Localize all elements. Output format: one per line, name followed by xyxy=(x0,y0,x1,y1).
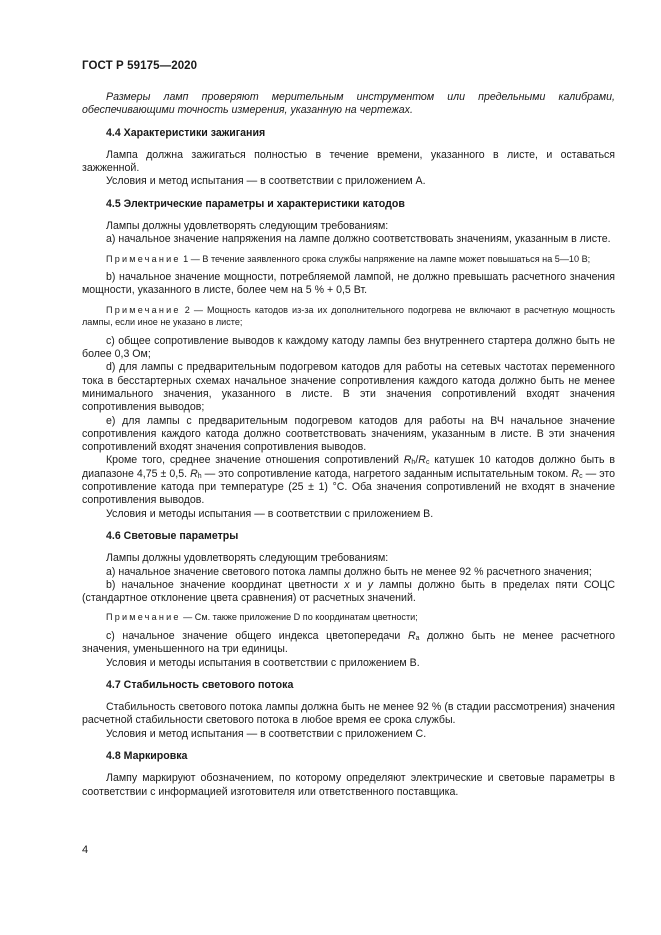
ratio-text-mid: катушек 10 катодов должно быть в диапазоне 4,75 ± 0,5. xyxy=(82,454,615,480)
s45-ratio-paragraph xyxy=(82,454,615,507)
s45-item-a: а) начальное значение напряжения на лампе должно соответствовать значениям, указанным в листе. xyxy=(106,233,611,246)
note-text: 1 — В течение заявленного срока службы напряжение на лампе может повышаться на 5—10 В; xyxy=(183,253,591,264)
intro-paragraph: Размеры ламп проверяют мерительным инструментом или предельными калибрами, обеспечивающими точность измерения, указанную на чертежах. xyxy=(82,91,615,117)
s46-methods: Условия и методы испытания в соответствии с приложением В. xyxy=(106,656,420,669)
note-label: Примечание xyxy=(106,304,181,315)
section-4-8-title: 4.8 Маркировка xyxy=(106,749,188,762)
subscript-h: h xyxy=(411,459,416,467)
s47-paragraph-1: Стабильность светового потока лампы должна быть не менее 92 % (в стадии рассмотрения) значения расчетной стабильности светового потока в любое время ее срока службы. xyxy=(82,701,615,727)
section-4-6-title: 4.6 Световые параметры xyxy=(106,529,239,542)
s45-paragraph-1: Лампы должны удовлетворять следующим требованиям: xyxy=(106,220,389,233)
s45-item-e: е) для лампы с предварительным подогревом катодов для работы на ВЧ начальное значение сопротивления каждого катода должно соответствовать значениям, указанным в листе. В эти значения сопротивлений входят значения сопротивления выводов. xyxy=(82,414,615,454)
ratio-text-end: — это сопротивление катода при температуре (25 ± 1) °С. Оба значения сопротивлений не входят в значение сопротивления выводов. xyxy=(82,467,616,507)
symbol-r: R xyxy=(190,467,198,480)
symbol-r: R xyxy=(407,629,416,642)
s45-note-2 xyxy=(82,304,615,329)
s46-item-b xyxy=(82,579,615,606)
ratio-slash: / xyxy=(415,454,419,467)
s45-item-d: d) для лампы с предварительным подогревом катодов для работы на сетевых частотах переменного тока в бесстартерных схемах начальное значение сопротивления каждого катода должно быть не менее минимального значения, указанного в листе. В эти значения сопротивлений входят значения сопротивления выводов; xyxy=(82,361,615,414)
s46-item-c xyxy=(82,630,615,657)
s45-methods: Условия и методы испытания — в соответствии с приложением В. xyxy=(106,507,434,520)
s45-note-1 xyxy=(82,253,615,266)
note-label: Примечание xyxy=(106,253,181,264)
s44-paragraph-1: Лампа должна зажигаться полностью в течение времени, указанного в листе, и оставаться зажженной. xyxy=(82,148,615,175)
ratio-text-start: Кроме того, среднее значение отношения сопротивлений xyxy=(106,454,399,467)
s47-paragraph-2: Условия и метод испытания — в соответствии с приложением С. xyxy=(106,727,427,740)
s44-paragraph-2: Условия и метод испытания — в соответствии с приложением А. xyxy=(106,175,426,188)
section-4-5-title: 4.5 Электрические параметры и характеристики катодов xyxy=(106,197,405,210)
section-4-4-title: 4.4 Характеристики зажигания xyxy=(106,126,266,139)
section-4-7-title: 4.7 Стабильность светового потока xyxy=(106,678,294,691)
symbol-r: R xyxy=(418,454,426,467)
item-c-text-end: должно быть не менее расчетного значения, уменьшенного на три единицы. xyxy=(82,629,615,656)
s46-note xyxy=(82,611,615,624)
item-c-text-start: с) начальное значение общего индекса цветопередачи xyxy=(106,629,401,642)
symbol-r: R xyxy=(403,454,412,467)
subscript-c: c xyxy=(579,472,583,480)
s48-paragraph-1: Лампу маркируют обозначением, по которому определяют электрические и световые параметры в соответствии с информацией изготовителя или ответственного поставщика. xyxy=(82,772,615,798)
standard-header: ГОСТ Р 59175—2020 xyxy=(82,60,198,72)
subscript-h: h xyxy=(197,472,202,480)
item-b-text-start: b) начальное значение координат цветности xyxy=(106,578,339,591)
s46-item-a: а) начальное значение светового потока лампы должно быть не менее 92 % расчетного значения; xyxy=(106,565,592,578)
s45-item-b: b) начальное значение мощности, потребляемой лампой, не должно превышать расчетного значения мощности, указанного в листе, более чем на 5 % + 0,5 Вт. xyxy=(82,271,615,297)
note-label: Примечание xyxy=(106,612,181,623)
symbol-r: R xyxy=(571,467,580,480)
ratio-text-mid2: — это сопротивление катода, нагретого заданным испытательным током. xyxy=(204,467,569,480)
note-text: 2 — Мощность катодов из-за их дополнительного подогрева не включают в расчетную мощность лампы, если иное не указано в листе; xyxy=(82,304,615,328)
conjunction: и xyxy=(355,578,362,591)
symbol-x: x xyxy=(344,578,350,591)
page-content xyxy=(82,91,615,799)
note-text: — См. также приложение D по координатам цветности; xyxy=(183,612,418,623)
item-b-text-end: лампы должно быть в пределах пяти СОЦС (стандартное отклонение цвета сравнения) от расчетных значений. xyxy=(82,578,615,605)
subscript-a: a xyxy=(415,634,420,642)
symbol-y: y xyxy=(367,578,374,591)
page-number: 4 xyxy=(82,844,89,856)
subscript-c: c xyxy=(425,459,430,467)
s46-paragraph-1: Лампы должны удовлетворять следующим требованиям: xyxy=(106,552,389,565)
s45-item-c: с) общее сопротивление выводов к каждому катоду лампы без внутреннего стартера должно быть не более 0,3 Ом; xyxy=(82,334,615,361)
